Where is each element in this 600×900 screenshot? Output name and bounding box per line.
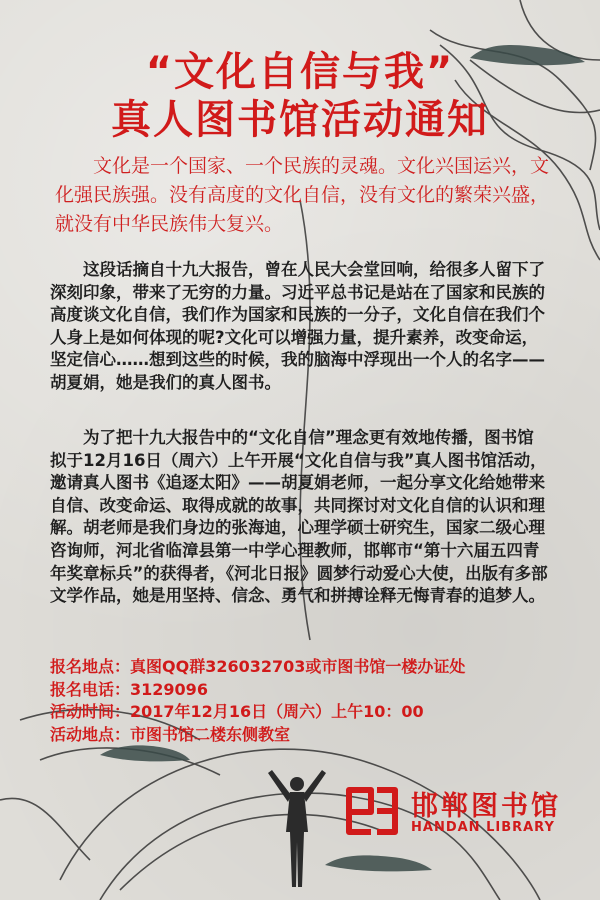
library-name-cn: 邯郸图书馆 <box>411 791 561 822</box>
library-name-en: HANDAN LIBRARY <box>411 820 555 835</box>
info-registration-phone <box>50 679 570 702</box>
library-logo <box>343 782 563 842</box>
info-registration-location <box>50 656 570 679</box>
body-paragraph-1: 这段话摘自十九大报告，曾在人民大会堂回响，给很多人留下了深刻印象，带来了无穷的力量。习近平总书记是站在了国家和民族的高度谈文化自信，我们作为国家和民族的一分子，文化自信在我们个人身上是如何体现的呢?文化可以增强力量，提升素养，改变命运，坚定信心……想到这些的时候，我的脑海中浮现出一个人的名字——胡夏娟，她是我们的真人图书。 <box>50 260 545 392</box>
page-title-line2: 真人图书馆活动通知 <box>111 97 489 143</box>
info-label: 报名地点： <box>50 657 131 676</box>
quote-text: 文化是一个国家、一个民族的灵魂。文化兴国运兴，文化强民族强。没有高度的文化自信，没有文化的繁荣兴盛，就没有中华民族伟大复兴。 <box>55 155 550 235</box>
library-logo-icon <box>343 782 401 840</box>
info-label: 活动时间： <box>50 702 131 721</box>
info-event-location <box>50 724 570 747</box>
info-event-time <box>50 701 570 724</box>
info-value: 3129096 <box>130 679 208 699</box>
page-title-line1: “文化自信与我” <box>145 49 455 95</box>
info-label: 活动地点： <box>50 724 131 744</box>
info-label: 报名电话： <box>50 679 131 699</box>
info-value: 2017年12月16日（周六）上午10：00 <box>130 702 424 721</box>
body-paragraph-2: 为了把十九大报告中的“文化自信”理念更有效地传播，图书馆拟于12月16日（周六）上午开展“文化自信与我”真人图书馆活动，邀请真人图书《追逐太阳》——胡夏娟老师，一起分享文化给她带来自信、改变命运、取得成就的故事，共同探讨对文化自信的认识和理解。胡老师是我们身边的张海迪，心理学硕士研究生，国家二级心理咨询师，河北省临漳县第一中学心理教师，邯郸市“第十六届五四青年奖章标兵”的获得者，《河北日报》圆梦行动爱心大使，出版有多部文学作品，她是用坚持、信念、勇气和拼搏诠释无悔青春的追梦人。 <box>50 428 548 606</box>
info-value: 市图书馆二楼东侧教室 <box>130 724 291 744</box>
info-value: 真图QQ群326032703或市图书馆一楼办证处 <box>130 657 466 676</box>
person-silhouette-icon <box>262 762 332 892</box>
event-info <box>50 656 570 746</box>
